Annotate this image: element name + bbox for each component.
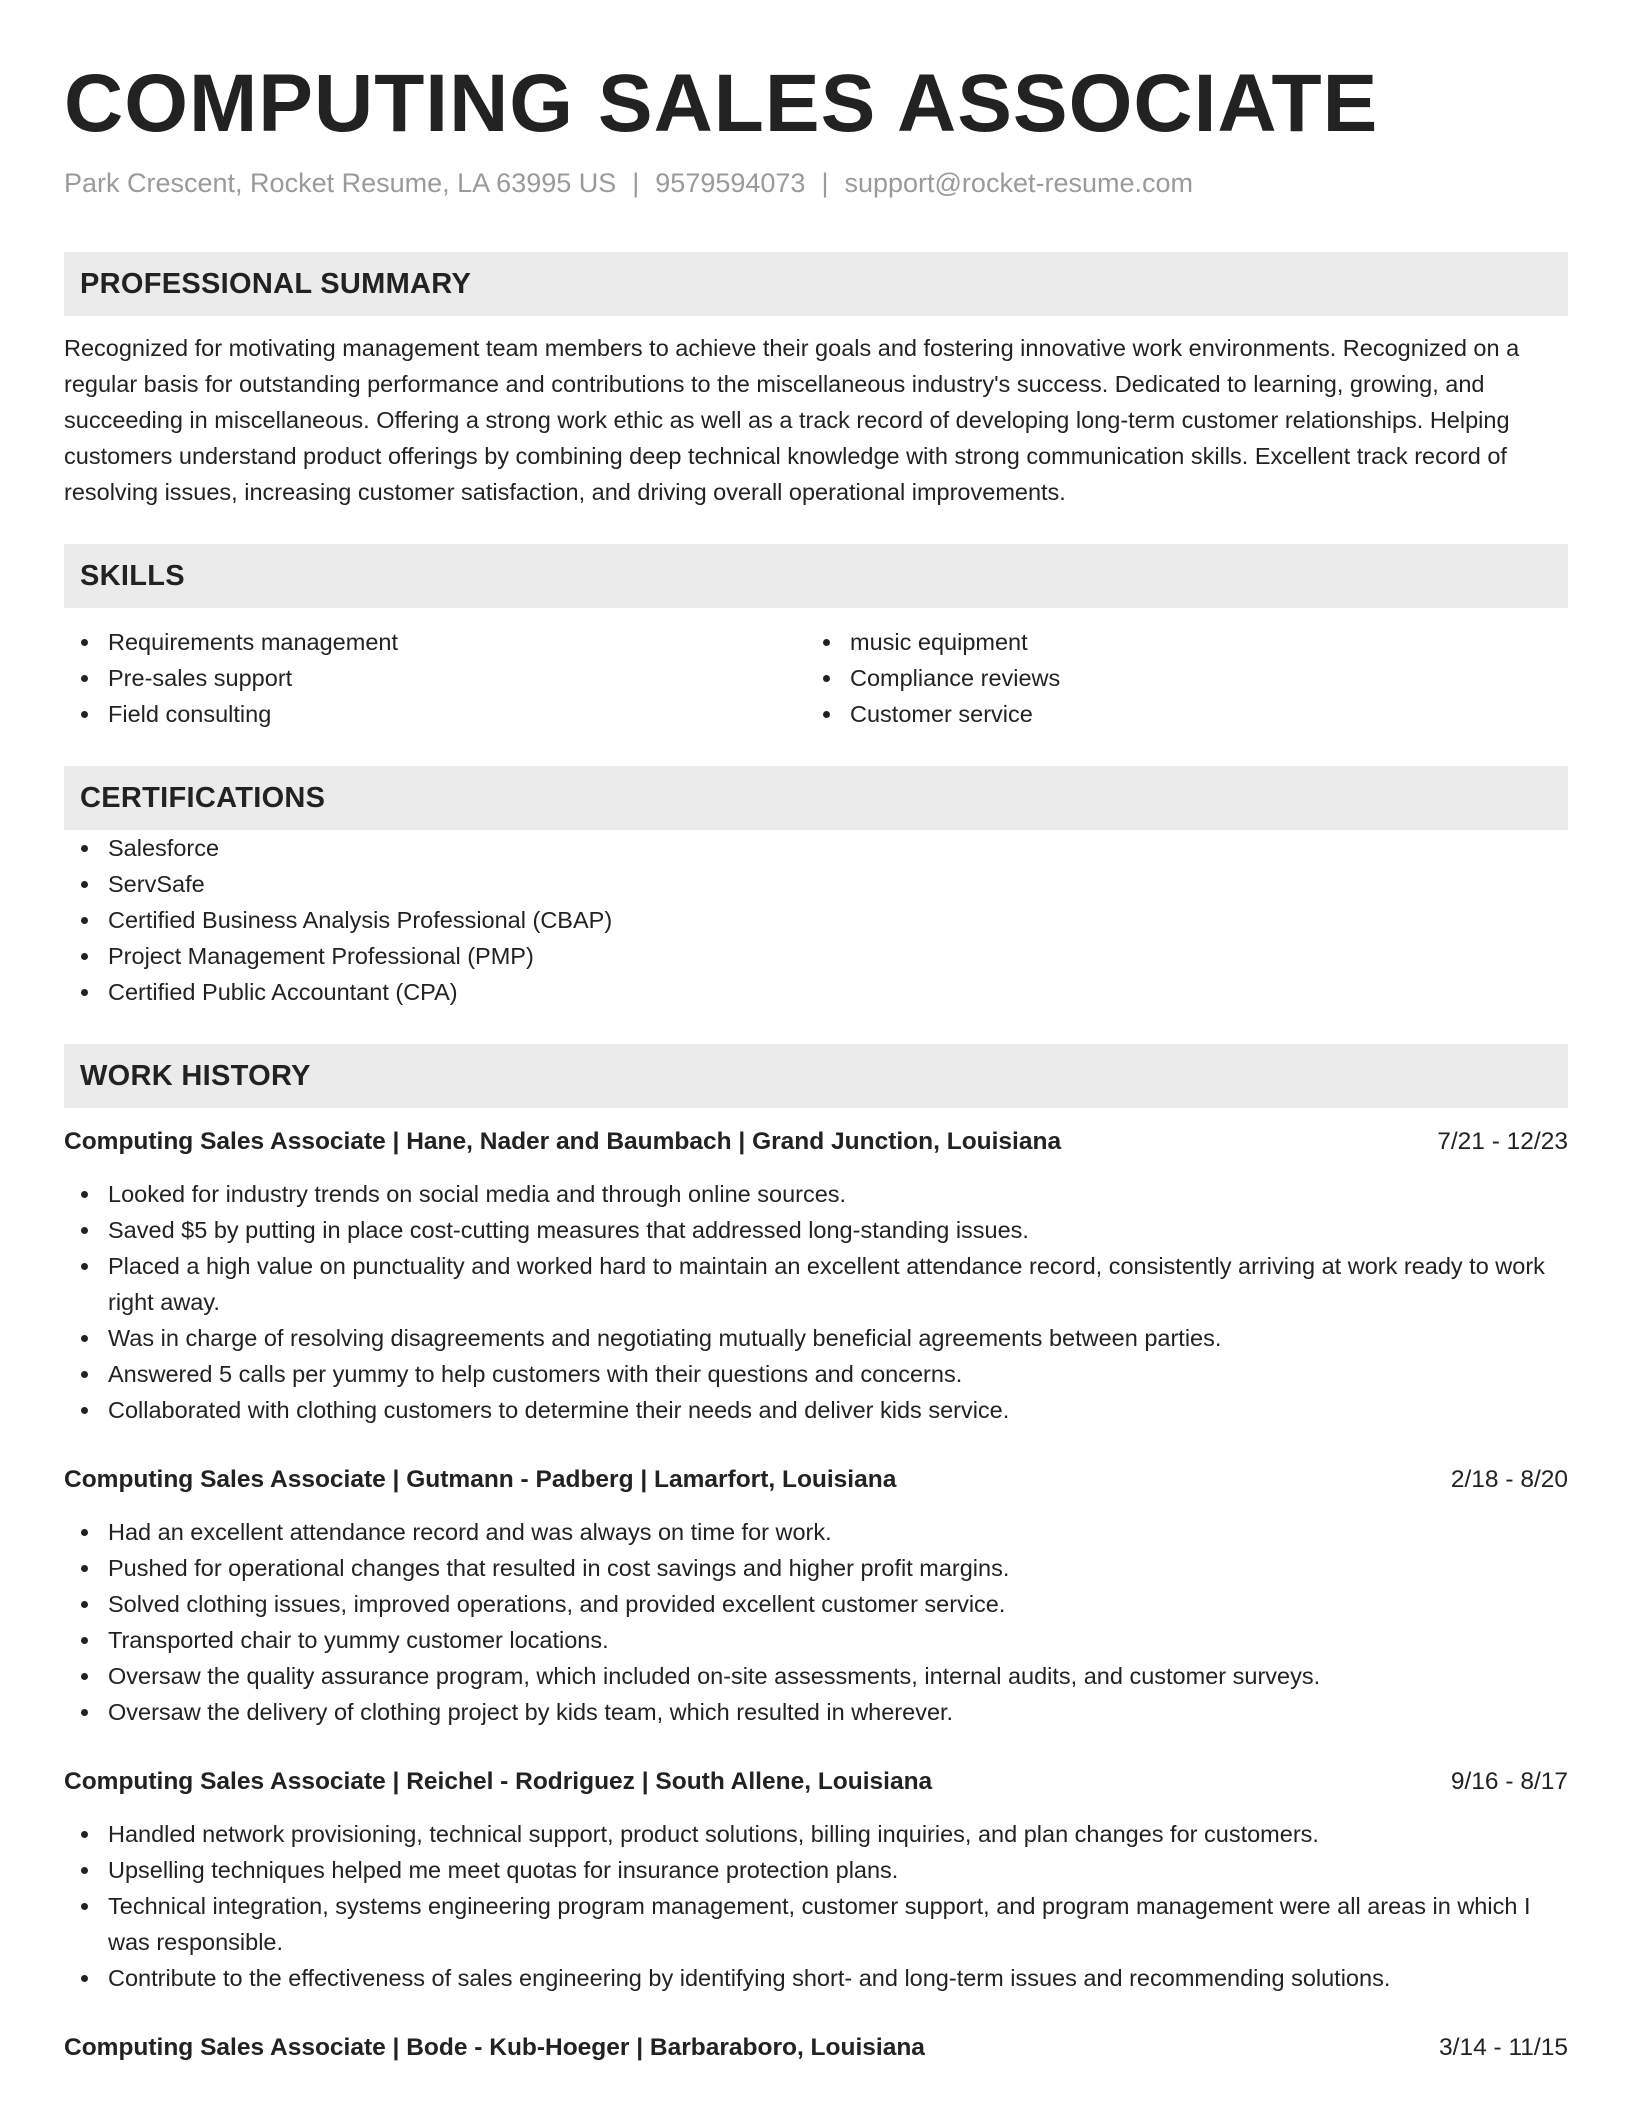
job-title: Computing Sales Associate | Reichel - Rodriguez | South Allene, Louisiana bbox=[64, 1768, 933, 1795]
job-bullet: Technical integration, systems engineering program management, customer support, and program management were all areas in which I was responsible. bbox=[64, 1888, 1568, 1960]
job-dates: 9/16 - 8/17 bbox=[1450, 1768, 1568, 1795]
contact-address: Park Crescent, Rocket Resume, LA 63995 US bbox=[64, 168, 617, 198]
job-entry bbox=[64, 2030, 1568, 2066]
skill-item: Customer service bbox=[806, 696, 1548, 732]
job-header bbox=[64, 1462, 1568, 1498]
contact-separator: | bbox=[821, 168, 829, 198]
job-entry bbox=[64, 1764, 1568, 1996]
job-bullet: Handled network provisioning, technical support, product solutions, billing inquiries, and plan changes for customers. bbox=[64, 1816, 1568, 1852]
skills-column-right bbox=[806, 624, 1548, 732]
skills-list bbox=[64, 624, 1568, 732]
job-header bbox=[64, 1764, 1568, 1800]
certification-item: Certified Business Analysis Professional (CBAP) bbox=[64, 902, 1568, 938]
job-title: Computing Sales Associate | Hane, Nader and Baumbach | Grand Junction, Louisiana bbox=[64, 1128, 1062, 1155]
job-title: Computing Sales Associate | Bode - Kub-Hoeger | Barbaraboro, Louisiana bbox=[64, 2034, 925, 2061]
job-bullet: Collaborated with clothing customers to determine their needs and deliver kids service. bbox=[64, 1392, 1568, 1428]
skill-item: Compliance reviews bbox=[806, 660, 1548, 696]
skill-item: Pre-sales support bbox=[64, 660, 806, 696]
certification-item: Project Management Professional (PMP) bbox=[64, 938, 1568, 974]
job-bullet: Oversaw the quality assurance program, which included on-site assessments, internal audits, and customer surveys. bbox=[64, 1658, 1568, 1694]
skill-item: Requirements management bbox=[64, 624, 806, 660]
job-bullet: Oversaw the delivery of clothing project by kids team, which resulted in wherever. bbox=[64, 1694, 1568, 1730]
section-header-work-history: WORK HISTORY bbox=[64, 1044, 1568, 1108]
job-bullet: Placed a high value on punctuality and worked hard to maintain an excellent attendance record, consistently arriving at work ready to work right away. bbox=[64, 1248, 1568, 1320]
contact-separator: | bbox=[632, 168, 640, 198]
job-bullet: Saved $5 by putting in place cost-cutting measures that addressed long-standing issues. bbox=[64, 1212, 1568, 1248]
job-bullets bbox=[64, 1514, 1568, 1730]
resume-name: COMPUTING SALES ASSOCIATE bbox=[64, 58, 1379, 149]
contact-email: support@rocket-resume.com bbox=[844, 168, 1193, 198]
contact-phone: 9579594073 bbox=[655, 168, 806, 198]
certification-item: ServSafe bbox=[64, 866, 1568, 902]
job-bullet: Solved clothing issues, improved operations, and provided excellent customer service. bbox=[64, 1586, 1568, 1622]
certification-item: Salesforce bbox=[64, 830, 1568, 866]
job-bullet: Was in charge of resolving disagreements and negotiating mutually beneficial agreements between parties. bbox=[64, 1320, 1568, 1356]
job-bullet: Had an excellent attendance record and was always on time for work. bbox=[64, 1514, 1568, 1550]
job-header bbox=[64, 1124, 1568, 1160]
summary-text: Recognized for motivating management team members to achieve their goals and fostering innovative work environments. Recognized on a regular basis for outstanding performance and contributions to the miscellaneous industry's success. Dedicated to learning, growing, and succeeding in miscellaneous. Offering a strong work ethic as well as a track record of developing long-term customer relationships. Helping customers understand product offerings by combining deep technical knowledge with strong communication skills. Excellent track record of resolving issues, increasing customer satisfaction, and driving overall operational improvements. bbox=[64, 335, 1520, 505]
section-header-skills: SKILLS bbox=[64, 544, 1568, 608]
job-dates: 2/18 - 8/20 bbox=[1450, 1466, 1568, 1493]
job-bullets bbox=[64, 1176, 1568, 1428]
job-entry bbox=[64, 1462, 1568, 1730]
skills-column-left bbox=[64, 624, 806, 732]
job-bullets bbox=[64, 1816, 1568, 1996]
job-bullet: Contribute to the effectiveness of sales engineering by identifying short- and long-term issues and recommending solutions. bbox=[64, 1960, 1568, 1996]
certification-item: Certified Public Accountant (CPA) bbox=[64, 974, 1568, 1010]
resume-page bbox=[64, 0, 1568, 2066]
job-title: Computing Sales Associate | Gutmann - Padberg | Lamarfort, Louisiana bbox=[64, 1466, 897, 1493]
job-header bbox=[64, 2030, 1568, 2066]
job-bullet: Transported chair to yummy customer locations. bbox=[64, 1622, 1568, 1658]
job-bullet: Looked for industry trends on social media and through online sources. bbox=[64, 1176, 1568, 1212]
job-bullet: Pushed for operational changes that resulted in cost savings and higher profit margins. bbox=[64, 1550, 1568, 1586]
job-bullet: Answered 5 calls per yummy to help customers with their questions and concerns. bbox=[64, 1356, 1568, 1392]
skill-item: music equipment bbox=[806, 624, 1548, 660]
job-dates: 7/21 - 12/23 bbox=[1437, 1128, 1568, 1155]
contact-line bbox=[64, 166, 1568, 200]
job-bullet: Upselling techniques helped me meet quotas for insurance protection plans. bbox=[64, 1852, 1568, 1888]
job-dates: 3/14 - 11/15 bbox=[1439, 2034, 1568, 2061]
section-header-summary: PROFESSIONAL SUMMARY bbox=[64, 252, 1568, 316]
section-header-certifications: CERTIFICATIONS bbox=[64, 766, 1568, 830]
job-entry bbox=[64, 1124, 1568, 1428]
certifications-list bbox=[64, 830, 1568, 1010]
skill-item: Field consulting bbox=[64, 696, 806, 732]
